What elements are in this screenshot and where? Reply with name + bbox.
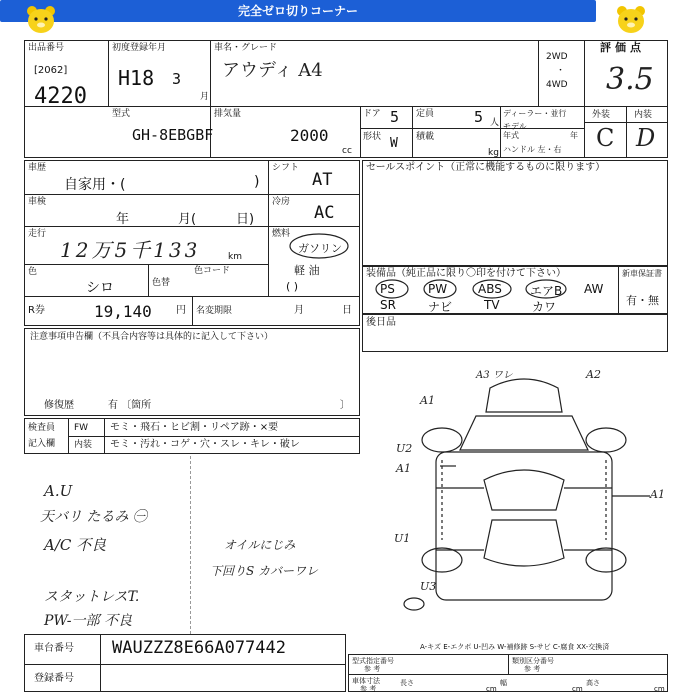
checker-inner-items: モミ・汚れ・コゲ・穴・スレ・キレ・破レ	[110, 439, 300, 450]
handnote-right: オイルにじみ	[224, 538, 296, 552]
model-year-unit: 年	[570, 131, 578, 140]
handnote-right: 下回りS カバーワレ	[210, 564, 319, 578]
registration-month: 月	[294, 305, 304, 316]
exterior-label: 外装	[592, 110, 611, 120]
checker-label2: 記入欄	[28, 439, 56, 449]
color-label: 色	[28, 267, 38, 277]
rating-value: 3.5	[606, 62, 654, 97]
handnote: 天バリ たるみ ㊀	[40, 509, 147, 525]
fuel-paren: ( )	[286, 280, 299, 293]
car-name-value: アウディ A4	[222, 60, 323, 81]
displacement-value: 2000	[290, 126, 329, 145]
doors-label: ドア	[363, 109, 381, 119]
rear-box	[362, 314, 668, 352]
warranty-value: 有・無	[626, 294, 659, 307]
model-year-label1: モデル	[503, 122, 527, 131]
rating-label: 評価点	[600, 41, 645, 54]
equip-sr: SR	[380, 298, 396, 312]
diagram-mark: A1	[650, 488, 665, 501]
repair-label: 修復歴	[44, 400, 74, 411]
equip-navi: ナビ	[428, 300, 453, 314]
inspection-label: 車検	[28, 197, 47, 207]
mileage-label: 走行	[28, 229, 47, 239]
handle-label: ハンドル 左・右	[503, 145, 562, 154]
capacity-unit: 人	[490, 118, 500, 128]
capacity-value: 5	[474, 108, 484, 126]
diagram-mark: U3	[420, 580, 437, 593]
lot-label: 出品番号	[28, 43, 65, 53]
load-label: 積載	[416, 132, 435, 142]
dims-width: 幅	[500, 679, 507, 687]
checker-fw-items: モミ・飛石・ヒビ割・リペア跡・×要	[110, 422, 279, 433]
vin-value: WAUZZZ8E66A077442	[112, 638, 286, 658]
diagram-mark: U2	[396, 442, 413, 455]
registration-label: 名変期限	[196, 306, 233, 316]
load-unit: kg	[488, 148, 499, 158]
equip-tv: TV	[484, 298, 500, 312]
displacement-label: 排気量	[214, 109, 242, 119]
model-label: 型式	[112, 109, 131, 119]
first-reg-month: 3	[172, 70, 182, 88]
interior-value: D	[636, 124, 656, 152]
bear-mascot-icon	[614, 4, 648, 34]
dealer-label: ディーラー・並行	[503, 109, 567, 118]
recycle-value: 19,140	[94, 302, 152, 321]
handnote: A/C 不良	[44, 536, 107, 554]
type-number-label: 型式指定番号	[352, 657, 394, 665]
equip-airbag: エアB	[530, 284, 563, 298]
handnote: スタットレスT.	[44, 589, 140, 605]
mileage-value: 12万5千133	[60, 238, 201, 262]
class-number-label: 類別区分番号	[512, 657, 554, 665]
dims-length: 長さ	[400, 679, 414, 687]
drive-dot: ・	[556, 66, 566, 76]
registration-day: 日	[342, 305, 352, 316]
color-change-label: 色替	[152, 278, 171, 288]
history-label: 車歴	[28, 163, 47, 173]
equip-abs: ABS	[478, 282, 502, 296]
exterior-value: C	[596, 124, 615, 152]
shape-value: W	[390, 136, 398, 151]
dims-width-unit: cm	[572, 685, 583, 693]
equipment-label: 装備品（純正品に限り〇印を付けて下さい）	[366, 268, 566, 279]
inspection-year: 年	[116, 212, 130, 227]
history-close: )	[254, 174, 260, 190]
history-value: 自家用・(	[64, 177, 126, 193]
color-code-label: 色コード	[194, 266, 231, 276]
handnote: PW-一部 不良	[44, 613, 132, 629]
doors-value: 5	[390, 108, 400, 126]
aircon-value: AC	[314, 203, 335, 223]
lot-number: 4220	[34, 84, 87, 109]
displacement-unit: cc	[342, 146, 352, 156]
model-year-label2: 年式	[503, 131, 519, 140]
shift-value: AT	[312, 170, 333, 190]
checker-label1: 検査員	[28, 423, 56, 433]
repair-close: 〕	[340, 400, 350, 411]
warranty-label: 新車保証書	[622, 269, 662, 278]
first-reg-label: 初度登録年月	[112, 43, 167, 53]
mileage-unit: km	[228, 252, 242, 262]
checker-inner: 内装	[74, 440, 93, 450]
notes-label: 注意事項申告欄（不具合内容等は具体的に記入して下さい）	[30, 332, 274, 342]
first-reg-month-unit: 月	[200, 92, 210, 102]
capacity-label: 定員	[416, 109, 435, 119]
vin-label: 車台番号	[34, 643, 74, 654]
recycle-unit: 円	[176, 305, 186, 316]
interior-label: 内装	[634, 110, 653, 120]
equip-ps: PS	[380, 282, 395, 296]
sales-box	[362, 160, 668, 266]
inspection-day: 日)	[236, 212, 255, 227]
banner: 完全ゼロ切りコーナー	[0, 0, 596, 22]
reg-number-label: 登録番号	[34, 673, 74, 684]
repair-value: 有 〔箇所	[108, 400, 152, 411]
car-name-label: 車名・グレード	[214, 43, 278, 53]
diagram-mark: U1	[394, 532, 411, 545]
fuel-gas-circle-mark	[288, 232, 350, 260]
drive-4wd: 4WD	[546, 80, 568, 90]
shift-label: シフト	[272, 163, 300, 173]
rear-label: 後日品	[366, 317, 396, 328]
dims-height-unit: cm	[654, 685, 665, 693]
inspection-month: 月(	[178, 212, 197, 227]
diagram-mark: A1	[396, 462, 411, 475]
drive-2wd: 2WD	[546, 52, 568, 62]
sales-label: セールスポイント（正常に機能するものに限ります）	[366, 162, 606, 173]
model-value: GH-8EBGBF	[132, 126, 214, 144]
equipment-circle-marks	[370, 278, 620, 300]
dims-length-unit: cm	[486, 685, 497, 693]
fuel-gas: ガソリン	[298, 242, 342, 255]
bear-mascot-icon	[24, 4, 58, 34]
first-reg-era: H18	[118, 66, 155, 90]
handnote: A.U	[44, 482, 73, 500]
aircon-label: 冷房	[272, 197, 291, 207]
fuel-label: 燃料	[272, 229, 291, 239]
equip-leather: カワ	[532, 300, 557, 314]
lot-sub: [2062]	[34, 65, 68, 76]
type-number-ref: 参 考	[364, 665, 381, 673]
recycle-label: R券	[28, 305, 45, 316]
dims-label: 車体寸法	[352, 677, 380, 685]
color-value: シロ	[86, 280, 114, 296]
diagram-mark: A3 ワレ	[476, 370, 513, 381]
damage-legend: A-キズ E-エクボ U-凹み W-補修跡 S-サビ C-腐食 XX-交換済	[420, 643, 610, 651]
dims-ref: 参 考	[360, 685, 377, 693]
dims-height: 高さ	[586, 679, 600, 687]
equip-aw: AW	[584, 282, 604, 296]
checker-fw: FW	[74, 423, 89, 433]
diagram-mark: A1	[420, 394, 435, 407]
equip-pw: PW	[428, 282, 448, 296]
diagram-mark: A2	[586, 368, 601, 381]
fuel-diesel: 軽 油	[294, 264, 320, 277]
class-number-ref: 参 考	[524, 665, 541, 673]
shape-label: 形状	[363, 132, 382, 142]
